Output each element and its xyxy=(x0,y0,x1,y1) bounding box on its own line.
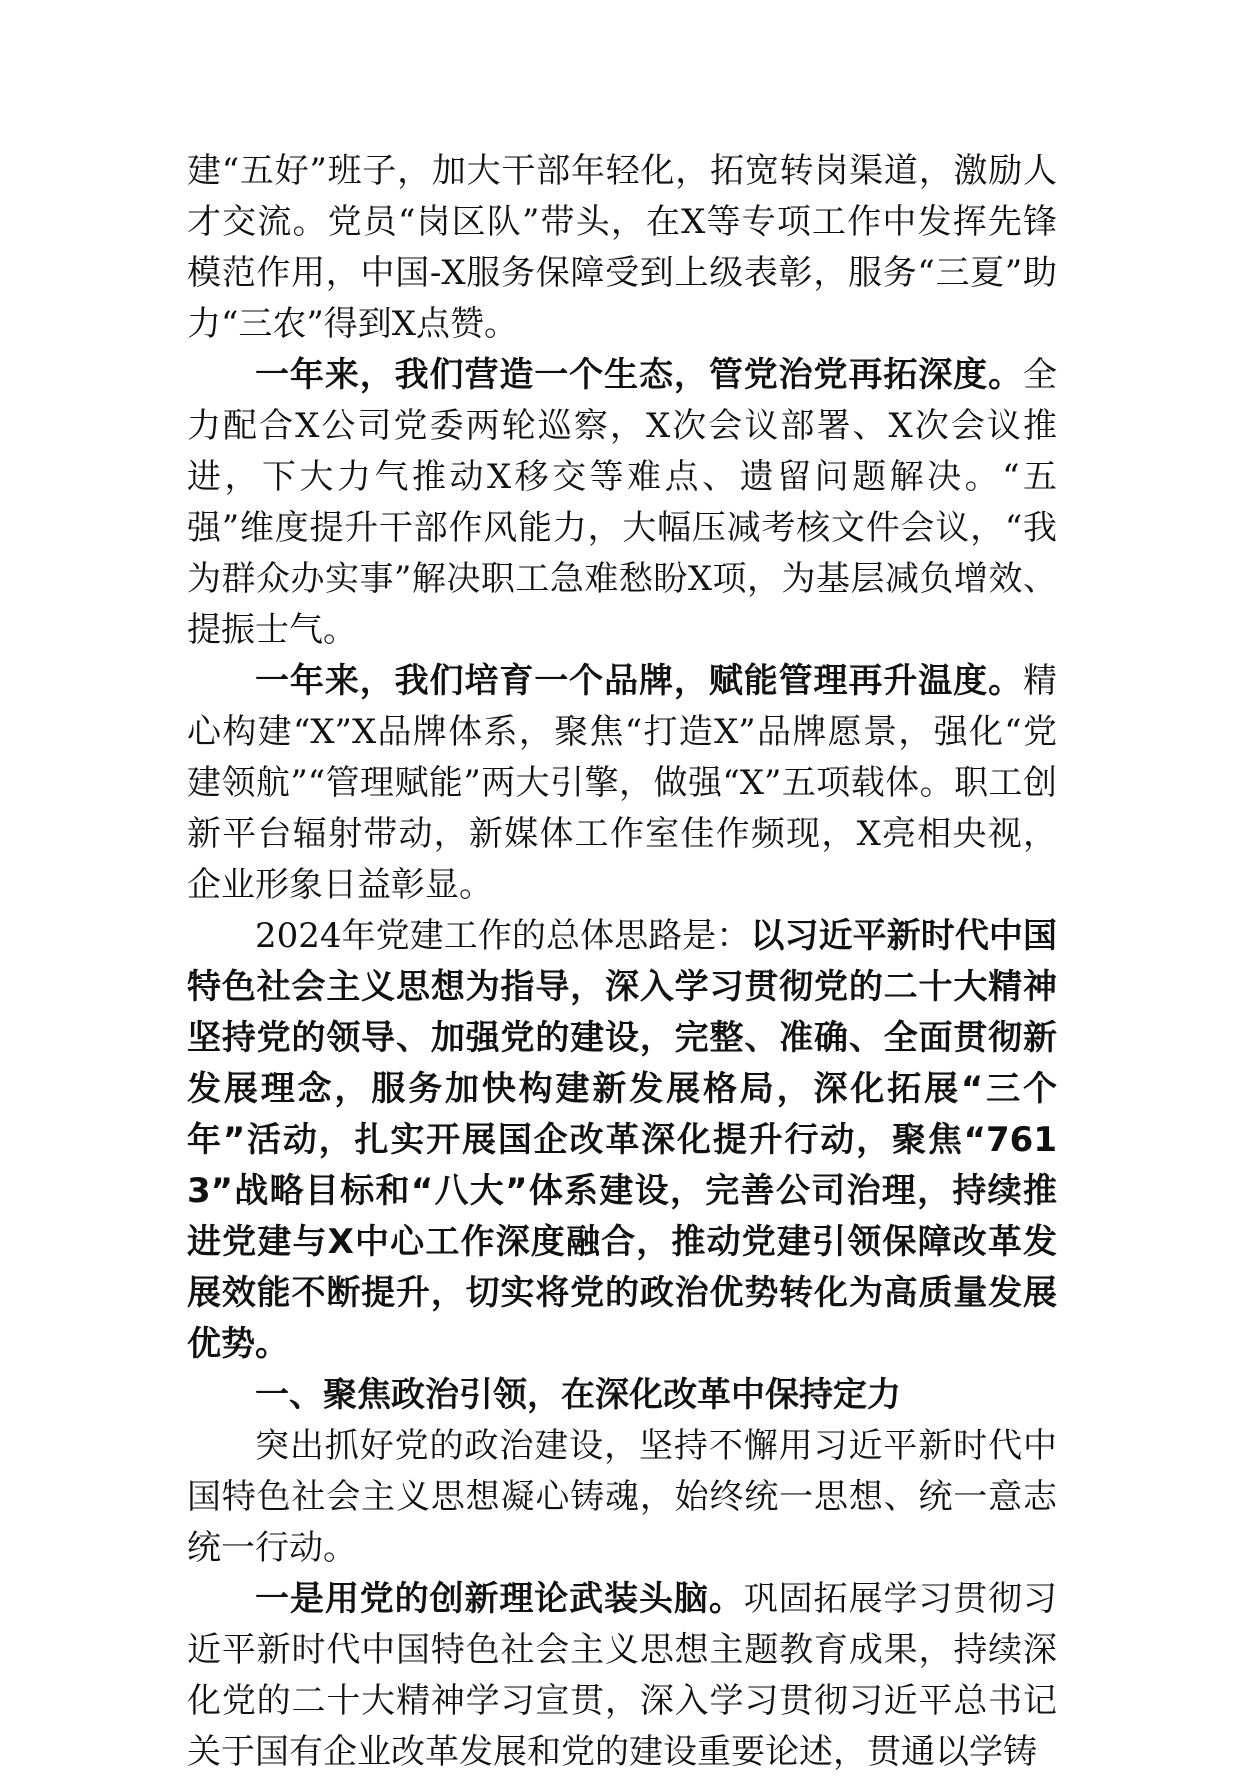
paragraph-text: 全力配合X公司党委两轮巡察，X次会议部署、X次会议推进，下大力气推动X移交等难点、遗留问题解决。“五强”维度提升干部作风能力，大幅压减考核文件会议，“我为群众办实事”解决职工急难愁盼X项，为基层减负增效、提振士气。 xyxy=(187,355,1057,650)
paragraph-text: 突出抓好党的政治建设，坚持不懈用习近平新时代中国特色社会主义思想凝心铸魂，始终统一思想、统一意志统一行动。 xyxy=(187,1426,1057,1568)
paragraph-lead: 一年来，我们营造一个生态，管党治党再拓深度。 xyxy=(255,355,1023,395)
paragraph-lead: 一是用党的创新理论武装头脑。 xyxy=(255,1579,744,1619)
paragraph-lead: 一年来，我们培育一个品牌，赋能管理再升温度。 xyxy=(255,661,1023,701)
paragraph-text: 建“五好”班子，加大干部年轻化，拓宽转岗渠道，激励人才交流。党员“岗区队”带头，在X等专项工作中发挥先锋模范作用，中国-X服务保障受到上级表彰，服务“三夏”助力“三农”得到X点赞。 xyxy=(187,151,1057,344)
paragraph-ecology xyxy=(187,350,1057,656)
paragraph-continuation xyxy=(187,146,1057,350)
paragraph-lead: 2024年党建工作的总体思路是： xyxy=(255,916,751,956)
paragraph-text: 巩固拓展学习贯彻习近平新时代中国特色社会主义思想主题教育成果，持续深化党的二十大精神学习宣贯，深入学习贯彻习近平总书记关于国有企业改革发展和党的建设重要论述，贯通以学铸 xyxy=(187,1579,1058,1772)
document-page xyxy=(187,146,1057,1778)
paragraph-text: 精心构建“X”X品牌体系，聚焦“打造X”品牌愿景，强化“党建领航”“管理赋能”两大引擎，做强“X”五项载体。职工创新平台辐射带动，新媒体工作室佳作频现，X亮相央视，企业形象日益彰显。 xyxy=(187,661,1057,905)
paragraph-bold-text: 以习近平新时代中国特色社会主义思想为指导，深入学习贯彻党的二十大精神坚持党的领导、加强党的建设，完整、准确、全面贯彻新发展理念，服务加快构建新发展格局，深化拓展“三个年”活动，扎实开展国企改革深化提升行动，聚焦“7613”战略目标和“八大”体系建设，完善公司治理，持续推进党建与X中心工作深度融合，推动党建引领保障改革发展效能不断提升，切实将党的政治优势转化为高质量发展优势。 xyxy=(187,916,1057,1364)
paragraph-theory xyxy=(187,1574,1057,1778)
paragraph-overall-approach xyxy=(187,911,1057,1370)
paragraph-brand xyxy=(187,656,1057,911)
paragraph-political-building xyxy=(187,1421,1057,1574)
section-heading: 一、聚焦政治引领，在深化改革中保持定力 xyxy=(255,1375,901,1415)
